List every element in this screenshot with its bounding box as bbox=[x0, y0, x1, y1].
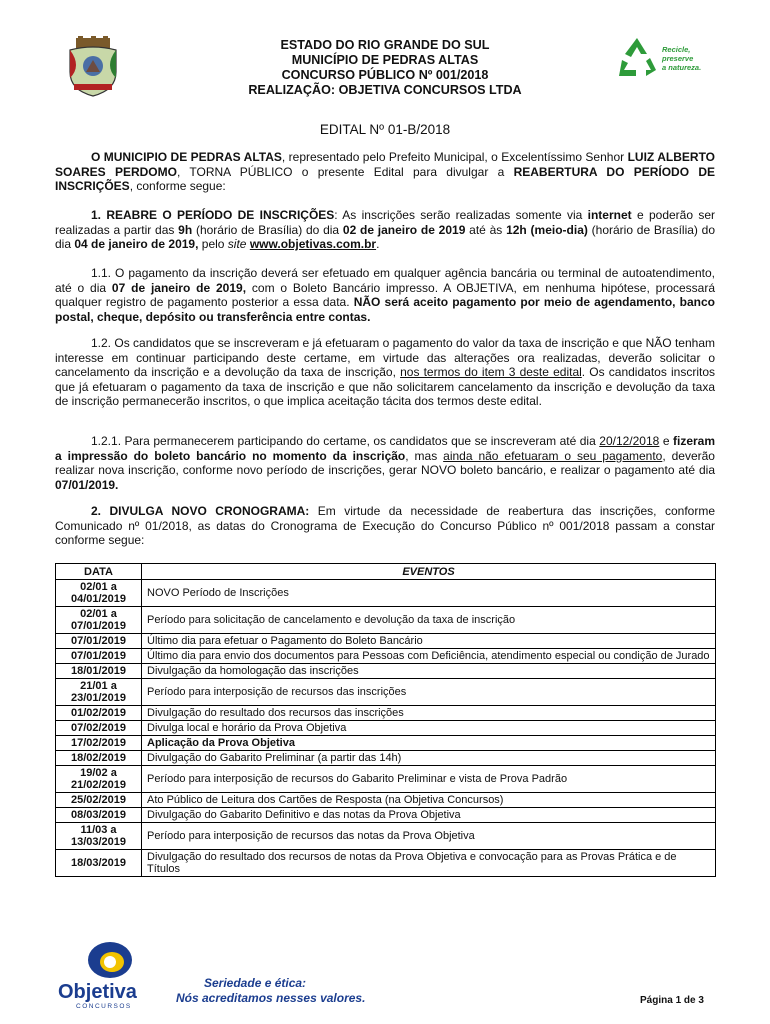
row-date: 17/02/2019 bbox=[56, 736, 142, 751]
table-row bbox=[56, 649, 716, 664]
table-row bbox=[56, 580, 716, 607]
column-header-date: DATA bbox=[56, 564, 142, 580]
row-date: 07/01/2019 bbox=[56, 649, 142, 664]
s2-text: Em virtude da necessidade de reabertura das inscrições, conforme Comunicado nº 01/2018, as datas do Cronograma de Execução do Concurso Público nº 001/2018 passam a constar conforme segue: bbox=[55, 504, 715, 548]
row-event: Período para interposição de recursos das notas da Prova Objetiva bbox=[142, 823, 716, 850]
s12-underline: nos termos do item 3 deste edital bbox=[400, 365, 582, 380]
intro-text-1: , representado pelo Prefeito Municipal, o Excelentíssimo Senhor bbox=[281, 150, 628, 164]
s121-text: 1.2.1. Para permanecerem participando do certame, os candidatos que se inscreveram até dia bbox=[91, 434, 600, 448]
s12-text: . Os candidatos inscritos que já efetuaram o pagamento da taxa de inscrição e que não solicitarem cancelamento da inscrição e devolução da taxa de inscrição permanecerão inscritos, o que implica aceitação tácita dos termos deste edital. bbox=[55, 365, 715, 409]
logo-text: Objetiva bbox=[58, 981, 137, 1003]
s121-bold: fizeram a impressão do boleto bancário no momento da inscrição bbox=[55, 434, 716, 463]
row-event: Ato Público de Leitura dos Cartões de Resposta (na Objetiva Concursos) bbox=[142, 793, 716, 808]
row-date: 19/02 a 21/02/2019 bbox=[56, 766, 142, 793]
s1-bold: internet bbox=[587, 208, 632, 222]
municipal-crest-icon bbox=[62, 36, 124, 98]
document-header bbox=[150, 38, 620, 98]
slogan-line-1: Seriedade e ética: bbox=[204, 976, 307, 990]
s1-bold: 04 de janeiro de 2019, bbox=[74, 237, 199, 252]
s121-text: e bbox=[659, 434, 673, 448]
s1-heading: 1. REABRE O PERÍODO DE INSCRIÇÕES bbox=[91, 208, 335, 222]
s1-text: (horário de Brasília) do dia bbox=[55, 222, 716, 252]
row-date: 18/02/2019 bbox=[56, 751, 142, 766]
objetiva-logo-icon bbox=[54, 940, 164, 1010]
row-event: Período para interposição de recursos das inscrições bbox=[142, 679, 716, 706]
objetivas-site-link[interactable]: www.objetivas.com.br bbox=[249, 237, 377, 252]
row-date: 07/02/2019 bbox=[56, 721, 142, 736]
s1-text: (horário de Brasília) do dia bbox=[192, 222, 343, 237]
edital-title: EDITAL Nº 01-B/2018 bbox=[319, 122, 451, 137]
table-row bbox=[56, 793, 716, 808]
row-date: 08/03/2019 bbox=[56, 808, 142, 823]
section-1-2-1-paragraph bbox=[55, 434, 715, 492]
table-header-row bbox=[56, 564, 716, 580]
row-date: 21/01 a 23/01/2019 bbox=[56, 679, 142, 706]
row-event: NOVO Período de Inscrições bbox=[142, 580, 716, 607]
s121-bold: 07/01/2019. bbox=[55, 477, 119, 492]
table-row bbox=[56, 664, 716, 679]
recycle-icon bbox=[616, 36, 726, 82]
table-row bbox=[56, 751, 716, 766]
intro-mayor: LUIZ ALBERTO SOARES PERDOMO bbox=[55, 150, 716, 179]
schedule-table bbox=[55, 563, 716, 877]
recycle-text-3: a natureza. bbox=[662, 63, 702, 72]
s11-text: com o Boleto Bancário impresso. A OBJETIVA, em nenhuma hipótese, processará qualquer registro de pagamento posterior a essa data. bbox=[55, 280, 716, 310]
s11-text: 1.1. O pagamento da inscrição deverá ser efetuado em qualquer agência bancária ou terminal de autoatendimento, até o dia bbox=[55, 266, 715, 295]
table-row bbox=[56, 766, 716, 793]
s2-heading: 2. DIVULGA NOVO CRONOGRAMA: bbox=[91, 504, 310, 518]
s1-bold: 02 de janeiro de 2019 bbox=[342, 222, 466, 237]
section-1-1-paragraph bbox=[55, 266, 715, 324]
row-date: 18/03/2019 bbox=[56, 850, 142, 877]
row-date: 18/01/2019 bbox=[56, 664, 142, 679]
intro-text-3: , conforme segue: bbox=[129, 179, 226, 194]
s1-italic: site bbox=[227, 237, 247, 252]
header-state: ESTADO DO RIO GRANDE DO SUL bbox=[280, 38, 490, 52]
row-date: 02/01 a 07/01/2019 bbox=[56, 607, 142, 634]
recycle-text-2: preserve bbox=[662, 54, 694, 63]
s121-underline: 20/12/2018 bbox=[599, 434, 660, 448]
s12-text: 1.2. Os candidatos que se inscreveram e já efetuaram o pagamento do valor da taxa de inscrição e que NÃO tenham interesse em continuar participando deste certame, em virtude das alterações ora realizadas, deverão solicitar o cancelamento da inscrição e a devolução da taxa de inscrição, bbox=[55, 336, 715, 380]
table-row bbox=[56, 736, 716, 751]
row-date: 01/02/2019 bbox=[56, 706, 142, 721]
s121-text: , mas bbox=[405, 448, 444, 463]
intro-paragraph bbox=[55, 150, 715, 194]
s11-bold: 07 de janeiro de 2019, bbox=[111, 280, 247, 295]
s11-bold: NÃO será aceito pagamento por meio de agendamento, banco postal, cheque, depósito ou transferência entre contas. bbox=[55, 295, 715, 324]
header-organizer: REALIZAÇÃO: OBJETIVA CONCURSOS LTDA bbox=[248, 83, 522, 97]
row-date: 11/03 a 13/03/2019 bbox=[56, 823, 142, 850]
row-event: Divulga local e horário da Prova Objetiva bbox=[142, 721, 716, 736]
s121-underline: ainda não efetuaram o seu pagamento bbox=[443, 448, 663, 463]
slogan-line-2: Nós acreditamos nesses valores. bbox=[176, 991, 366, 1005]
table-row bbox=[56, 721, 716, 736]
row-event: Divulgação do Gabarito Definitivo e das notas da Prova Objetiva bbox=[142, 808, 716, 823]
row-event: Aplicação da Prova Objetiva bbox=[142, 736, 716, 751]
table-row bbox=[56, 679, 716, 706]
row-event: Divulgação do resultado dos recursos de notas da Prova Objetiva e convocação para as Provas Prática e de Títulos bbox=[142, 850, 716, 877]
s1-bold: 12h (meio-dia) bbox=[506, 222, 588, 237]
row-event: Último dia para envio dos documentos para Pessoas com Deficiência, atendimento especial ou condição de Jurado bbox=[142, 649, 716, 664]
column-header-events: EVENTOS bbox=[142, 564, 716, 580]
row-date: 02/01 a 04/01/2019 bbox=[56, 580, 142, 607]
slogan bbox=[176, 976, 396, 1006]
row-date: 07/01/2019 bbox=[56, 634, 142, 649]
row-event: Período para interposição de recursos do Gabarito Preliminar e vista de Prova Padrão bbox=[142, 766, 716, 793]
table-row bbox=[56, 706, 716, 721]
s1-text: . bbox=[376, 237, 380, 252]
table-row bbox=[56, 634, 716, 649]
s1-text: até às bbox=[465, 222, 507, 237]
table-row bbox=[56, 850, 716, 877]
intro-reopening: REABERTURA DO PERÍODO DE INSCRIÇÕES bbox=[55, 164, 716, 194]
header-contest: CONCURSO PÚBLICO Nº 001/2018 bbox=[281, 68, 489, 82]
row-event: Divulgação do resultado dos recursos das inscrições bbox=[142, 706, 716, 721]
table-row bbox=[56, 607, 716, 634]
page-number: Página 1 de 3 bbox=[640, 995, 704, 1006]
table-row bbox=[56, 823, 716, 850]
s1-text: e poderão ser realizadas a partir das bbox=[55, 208, 715, 237]
row-event: Último dia para efetuar o Pagamento do Boleto Bancário bbox=[142, 634, 716, 649]
intro-municipality: O MUNICIPIO DE PEDRAS ALTAS bbox=[91, 150, 282, 164]
intro-text-2: , TORNA PÚBLICO o presente Edital para divulgar a bbox=[176, 164, 514, 179]
row-date: 25/02/2019 bbox=[56, 793, 142, 808]
schedule-table-body bbox=[56, 580, 716, 877]
s1-text: : As inscrições serão realizadas somente via bbox=[334, 208, 588, 222]
s1-bold: 9h bbox=[178, 222, 193, 237]
header-municipality: MUNICÍPIO DE PEDRAS ALTAS bbox=[291, 53, 479, 67]
s1-text: pelo bbox=[198, 237, 228, 252]
row-event: Divulgação da homologação das inscrições bbox=[142, 664, 716, 679]
table-row bbox=[56, 808, 716, 823]
recycle-text-1: Recicle, bbox=[662, 45, 691, 54]
s121-text: , deverão realizar nova inscrição, conforme novo período de inscrições, gerar NOVO boleto bancário, e realizar o pagamento até dia bbox=[55, 448, 715, 478]
section-2-paragraph bbox=[55, 504, 715, 548]
section-1-2-paragraph bbox=[55, 336, 715, 409]
section-1-paragraph bbox=[55, 208, 715, 252]
row-event: Período para solicitação de cancelamento e devolução da taxa de inscrição bbox=[142, 607, 716, 634]
row-event: Divulgação do Gabarito Preliminar (a partir das 14h) bbox=[142, 751, 716, 766]
logo-subtext: CONCURSOS bbox=[76, 1003, 132, 1010]
